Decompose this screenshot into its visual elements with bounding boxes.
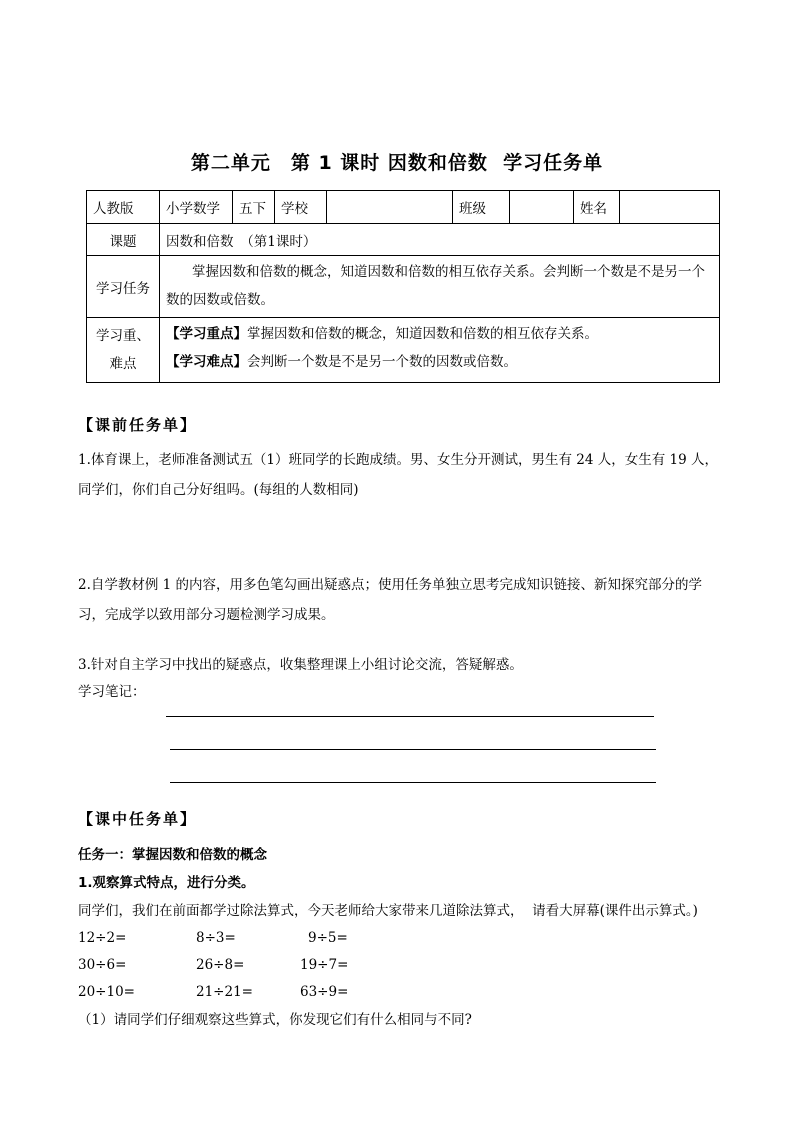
class-label: 班级	[453, 191, 510, 224]
step1-title: 1.观察算式特点，进行分类。	[78, 875, 255, 891]
in-class-heading: 【课中任务单】	[78, 810, 198, 828]
subject-cell: 小学数学	[160, 191, 233, 224]
key-point-text: 掌握因数和倍数的概念，知道因数和倍数的相互依存关系。	[247, 326, 598, 342]
school-field[interactable]	[327, 191, 453, 224]
topic-value	[160, 224, 720, 256]
task-label: 学习任务	[87, 256, 160, 318]
expression: 63÷9=	[300, 984, 349, 1000]
item1-line-2: 同学们，你们自己分好组吗。(每组的人数相同)	[78, 482, 359, 498]
name-field[interactable]	[620, 191, 720, 224]
expression: 8÷3=	[196, 930, 236, 946]
expression: 21÷21=	[196, 984, 253, 1000]
key-point-tag: 【学习重点】	[166, 326, 247, 342]
expression: 12÷2=	[78, 930, 127, 946]
item1-line-1: 1.体育课上，老师准备测试五（1）班同学的长跑成绩。男、女生分开测试，男生有 24 人，女生有 19 人，	[78, 452, 718, 468]
pre-class-item-2	[78, 570, 728, 630]
note-line-2[interactable]	[170, 749, 656, 750]
expression: 26÷8=	[196, 957, 245, 973]
key-label-line-1: 学习重、	[96, 328, 150, 344]
page-title: 第二单元 第 1 课时 因数和倍数 学习任务单	[190, 152, 604, 174]
pre-class-item-1	[78, 445, 728, 505]
topic-text: 因数和倍数 （第1课时）	[166, 233, 317, 250]
intro-text: 同学们，我们在前面都学过除法算式，今天老师给大家带来几道除法算式， 请看大屏幕(课件出示算式。)	[78, 903, 698, 919]
expression: 20÷10=	[78, 984, 135, 1000]
task-line-2: 数的因数或倍数。	[166, 292, 274, 308]
notes-label: 学习笔记：	[78, 684, 146, 700]
key-label	[87, 318, 160, 383]
school-label: 学校	[275, 191, 327, 224]
difficulty-line	[166, 348, 713, 376]
key-point-line	[166, 320, 713, 348]
expression: 19÷7=	[300, 957, 349, 973]
note-line-1[interactable]	[166, 716, 654, 717]
difficulty-tag: 【学习难点】	[166, 354, 247, 370]
task-value	[160, 256, 720, 318]
topic-label: 课题	[87, 224, 160, 256]
task1-title: 任务一：掌握因数和倍数的概念	[78, 847, 267, 863]
key-label-line-2: 难点	[109, 356, 137, 372]
task-line-1: 掌握因数和倍数的概念，知道因数和倍数的相互依存关系。会判断一个数是不是另一个	[192, 264, 705, 280]
item2-line-1: 2.自学教材例 1 的内容，用多色笔勾画出疑惑点；使用任务单独立思考完成知识链接、新知探究部分的学	[78, 577, 703, 593]
expression: 30÷6=	[78, 957, 127, 973]
edition-cell: 人教版	[87, 191, 160, 224]
item2-line-2: 习，完成学以致用部分习题检测学习成果。	[78, 607, 335, 623]
expression: 9÷5=	[308, 930, 348, 946]
difficulty-text: 会判断一个数是不是另一个数的因数或倍数。	[247, 354, 517, 370]
pre-class-item-3: 3.针对自主学习中找出的疑惑点，收集整理课上小组讨论交流，答疑解惑。	[78, 657, 523, 673]
pre-class-heading: 【课前任务单】	[78, 416, 198, 434]
question-1: （1）请同学们仔细观察这些算式，你发现它们有什么相同与不同?	[78, 1012, 472, 1028]
grade-cell: 五下	[233, 191, 275, 224]
note-line-3[interactable]	[170, 782, 656, 783]
name-label: 姓名	[574, 191, 620, 224]
key-value	[160, 318, 720, 383]
info-table	[86, 190, 720, 383]
class-field[interactable]	[510, 191, 574, 224]
